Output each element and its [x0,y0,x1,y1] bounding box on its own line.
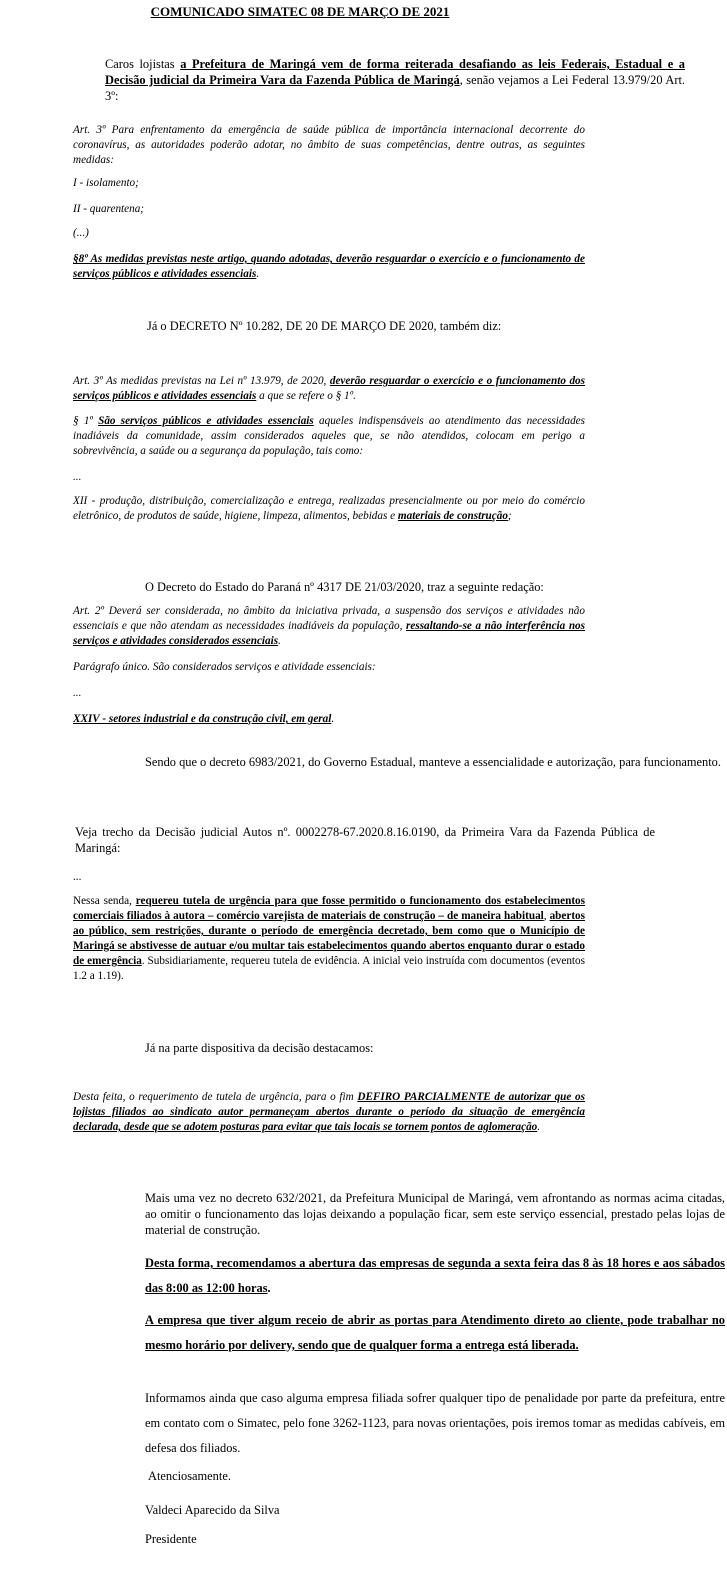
dispositiva-highlight: DEFIRO PARCIALMENTE de autorizar que os lojistas filiados ao sindicato autor permaneçam abertos durante o período da situação de emergência declarada, desde que se adotem posturas para evitar que tais locais se tornem pontos de aglomeração [73,1091,585,1133]
intro-text-end: , senão vejamos a Lei Federal 13.979/20 Art. 3º: [105,73,685,103]
law-ellipsis: (...) [73,227,89,239]
decreto-par1-text: aqueles indispensáveis ao atendimento das necessidades inadiáveis da comunidade, assim considerados aqueles que, se não atendidos, colocam em perigo a sobrevivência, a saúde ou a segurança da população, tais como: [73,415,585,457]
decreto-par1-label: § 1º [73,415,99,427]
dispositiva-text [73,1090,585,1135]
estado-item-xxiv [73,712,585,727]
decisao-text-end: . Subsidiariamente, requereu tutela de evidência. A inicial veio instruída com documentos (eventos 1.2 a 1.19). [73,955,585,982]
estado-intro: O Decreto do Estado do Paraná nº 4317 DE 21/03/2020, traz a seguinte redação: [145,580,544,594]
estado-xxiv-text: XXIV - setores industrial e da construção civil, em geral [73,713,332,725]
estado-ellipsis: ... [73,687,82,699]
estado-art2-text: Art. 2º Deverá ser considerada, no âmbito da iniciativa privada, a suspensão dos serviços e atividades não essenciais e que não atendam as necessidades inadiáveis da população, [73,605,585,632]
decisao-highlight-2: abertos ao público, sem restrições, durante o período de emergência decretado, bem como que o Município de Maringá se abstivesse de autuar e/ou multar tais estabelecimentos quando abertos enquanto durar o estado de emergência [73,910,585,967]
informamos-paragraph: Informamos ainda que caso alguma empresa filiada sofrer qualquer tipo de penalidade por parte da prefeitura, entre em contato com o Simatec, pelo fone 3262-1123, para novas orientações, pois iremos tomar as medidas cabíveis, em defesa dos filiados. [145,1391,725,1455]
decreto-xii-highlight: materiais de construção [397,510,508,522]
recomendacao-paragraph [5,1251,725,1301]
law-par8-end: . [256,268,260,280]
estado-art2-highlight: ressaltando-se a não interferência nos serviços e atividades considerados essenciais [73,620,585,647]
estado-paragrafo-unico: Parágrafo único. São considerados serviços e atividade essenciais: [73,661,376,673]
law-par8-text: §8º As medidas previstas neste artigo, quando adotadas, deverão resguardar o exercício e o funcionamento de serviços públicos e atividades essenciais [73,253,585,280]
decreto-art3-highlight: deverão resguardar o exercício e o funcionamento dos serviços públicos e atividades essenciais [73,375,585,402]
recomendacao-end: . [267,1281,271,1295]
delivery-paragraph: A empresa que tiver algum receio de abrir as portas para Atendimento direto ao cliente, pode trabalhar no mesmo horário por delivery, sendo que de qualquer forma a entrega está liberada. [145,1313,725,1352]
dispositiva-text-end: . [537,1121,541,1133]
decreto-632-paragraph: Mais uma vez no decreto 632/2021, da Prefeitura Municipal de Maringá, vem afrontando as normas acima citadas, ao omitir o funcionamento das lojas deixando a população ficar, sem este serviço essencial, prestado pelas lojas de material de construção. [145,1191,725,1237]
decreto-ellipsis: ... [73,471,82,483]
intro-highlight: a Prefeitura de Maringá vem de forma reiterada desafiando as leis Federais, Estadual e a Decisão judicial da Primeira Vara da Fazenda Pública de Maringá [105,57,685,87]
decreto-par1-highlight: São serviços públicos e atividades essenciais [98,415,314,427]
decisao-highlight-1: requereu tutela de urgência para que fosse permitido o funcionamento dos estabelecimentos comerciais filiados à autora – comércio varejista de materiais de construção – de maneira habitual [73,895,585,922]
dispositiva-text-start: Desta feita, o requerimento de tutela de urgência, para o fim [73,1091,358,1103]
decreto-xii-end: ; [507,510,512,522]
intro-paragraph [5,56,685,104]
decreto-item-xii [73,494,585,524]
dispositiva-intro: Já na parte dispositiva da decisão destacamos: [145,1041,374,1055]
decisao-separator: , [543,910,550,922]
decisao-intro: Veja trecho da Decisão judicial Autos nº. 0002278-67.2020.8.16.0190, da Primeira Vara da Fazenda Pública de Maringá: [75,825,655,855]
decreto-art3 [73,374,585,404]
intro-text: Caros lojistas [105,57,181,71]
signer-name: Valdeci Aparecido da Silva [145,1503,280,1517]
signer-role: Presidente [145,1532,197,1546]
estado-art2 [73,604,585,649]
decreto-intro: Já o DECRETO Nº 10.282, DE 20 DE MARÇO DE 2020, também diz: [147,319,502,333]
closing: Atenciosamente. [148,1469,231,1483]
estado-art2-end: . [278,635,281,647]
decreto-xii-text: XII - produção, distribuição, comercialização e entrega, realizadas presencialmente ou por meio do comércio eletrônico, de produtos de saúde, higiene, limpeza, alimentos, bebidas e [73,495,585,522]
estado-xxiv-end: . [331,713,335,725]
recomendacao-text: Desta forma, recomendamos a abertura das empresas de segunda a sexta feira das 8 às 18 hores e aos sábados das 8:00 as 12:00 horas [145,1256,725,1295]
decisao-ellipsis: ... [73,871,82,883]
decisao-text-start: Nessa senda, [73,895,136,907]
page-title: COMUNICADO SIMATEC 08 DE MARÇO DE 2021 [150,4,450,19]
law-art3: Art. 3º Para enfrentamento da emergência de saúde pública de importância internacional decorrente do coronavírus, as autoridades poderão adotar, no âmbito de suas competências, dentre outras, as seguintes medidas: [73,124,585,166]
law-par8 [73,252,585,282]
decreto-par1 [73,414,585,459]
decreto-art3-end: a que se refere o § 1º. [256,390,356,402]
law-item-i: I - isolamento; [73,177,139,189]
decreto-art3-text: Art. 3º As medidas previstas na Lei nº 13.979, de 2020, [73,375,330,387]
decreto-6983-paragraph: Sendo que o decreto 6983/2021, do Governo Estadual, manteve a essencialidade e autorização, para funcionamento. [145,755,721,769]
law-item-ii: II - quarentena; [73,203,145,215]
decisao-text [73,894,585,984]
